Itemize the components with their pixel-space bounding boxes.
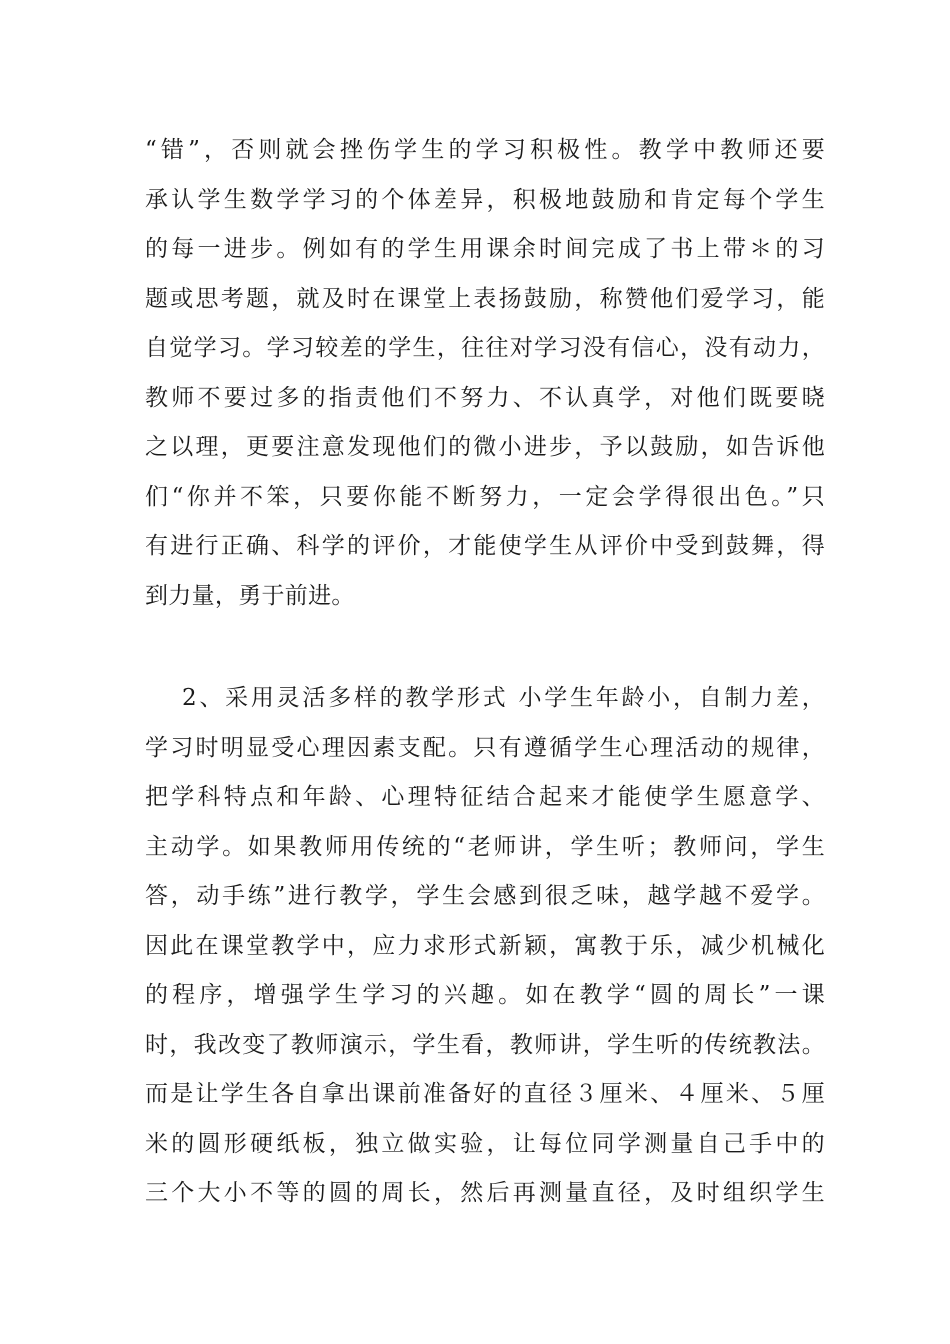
paragraph-line: 答，动手练”进行教学，学生会感到很乏味，越学越不爱学。: [145, 883, 825, 909]
paragraph-line: 米的圆形硬纸板，独立做实验，让每位同学测量自己手中的: [145, 1130, 825, 1157]
paragraph-line: 自觉学习。学习较差的学生，往往对学习没有信心，没有动力，: [145, 335, 825, 361]
paragraph-1: [145, 126, 825, 621]
paragraph-line: 主动学。如果教师用传统的“老师讲，学生听；教师问，学生: [145, 833, 825, 860]
paragraph-line: 们“你并不笨，只要你能不断努力，一定会学得很出色。”只: [145, 483, 825, 510]
paragraph-line: 到力量，勇于前进。: [145, 582, 355, 609]
paragraph-line: 有进行正确、科学的评价，才能使学生从评价中受到鼓舞，得: [145, 533, 825, 559]
paragraph-line: 因此在课堂教学中，应力求形式新颖，寓教于乐，减少机械化: [145, 932, 825, 959]
paragraph-line: 教师不要过多的指责他们不努力、不认真学，对他们既要晓: [145, 384, 825, 411]
paragraph-line: 学习时明显受心理因素支配。只有遵循学生心理活动的规律，: [145, 734, 825, 761]
paragraph-2: [145, 674, 825, 1219]
paragraph-line: 题或思考题，就及时在课堂上表扬鼓励，称赞他们爱学习，能: [145, 285, 825, 312]
paragraph-line: 2、采用灵活多样的教学形式 小学生年龄小，自制力差，: [182, 685, 825, 711]
paragraph-line: 承认学生数学学习的个体差异，积极地鼓励和肯定每个学生: [145, 186, 825, 213]
paragraph-line: “错”，否则就会挫伤学生的学习积极性。教学中教师还要: [145, 137, 825, 163]
paragraph-line: 时，我改变了教师演示，学生看，教师讲，学生听的传统教法。: [145, 1031, 825, 1058]
paragraph-line: 把学科特点和年龄、心理特征结合起来才能使学生愿意学、: [145, 784, 825, 810]
paragraph-line: 的程序，增强学生学习的兴趣。如在教学“圆的周长”一课: [145, 982, 825, 1008]
paragraph-line: 之以理，更要注意发现他们的微小进步，予以鼓励，如告诉他: [145, 434, 825, 460]
paragraph-line: 而是让学生各自拿出课前准备好的直径３厘米、４厘米、５厘: [145, 1081, 825, 1107]
paragraph-line: 三个大小不等的圆的周长，然后再测量直径，及时组织学生: [145, 1180, 825, 1206]
paragraph-line: 的每一进步。例如有的学生用课余时间完成了书上带＊的习: [145, 236, 825, 262]
